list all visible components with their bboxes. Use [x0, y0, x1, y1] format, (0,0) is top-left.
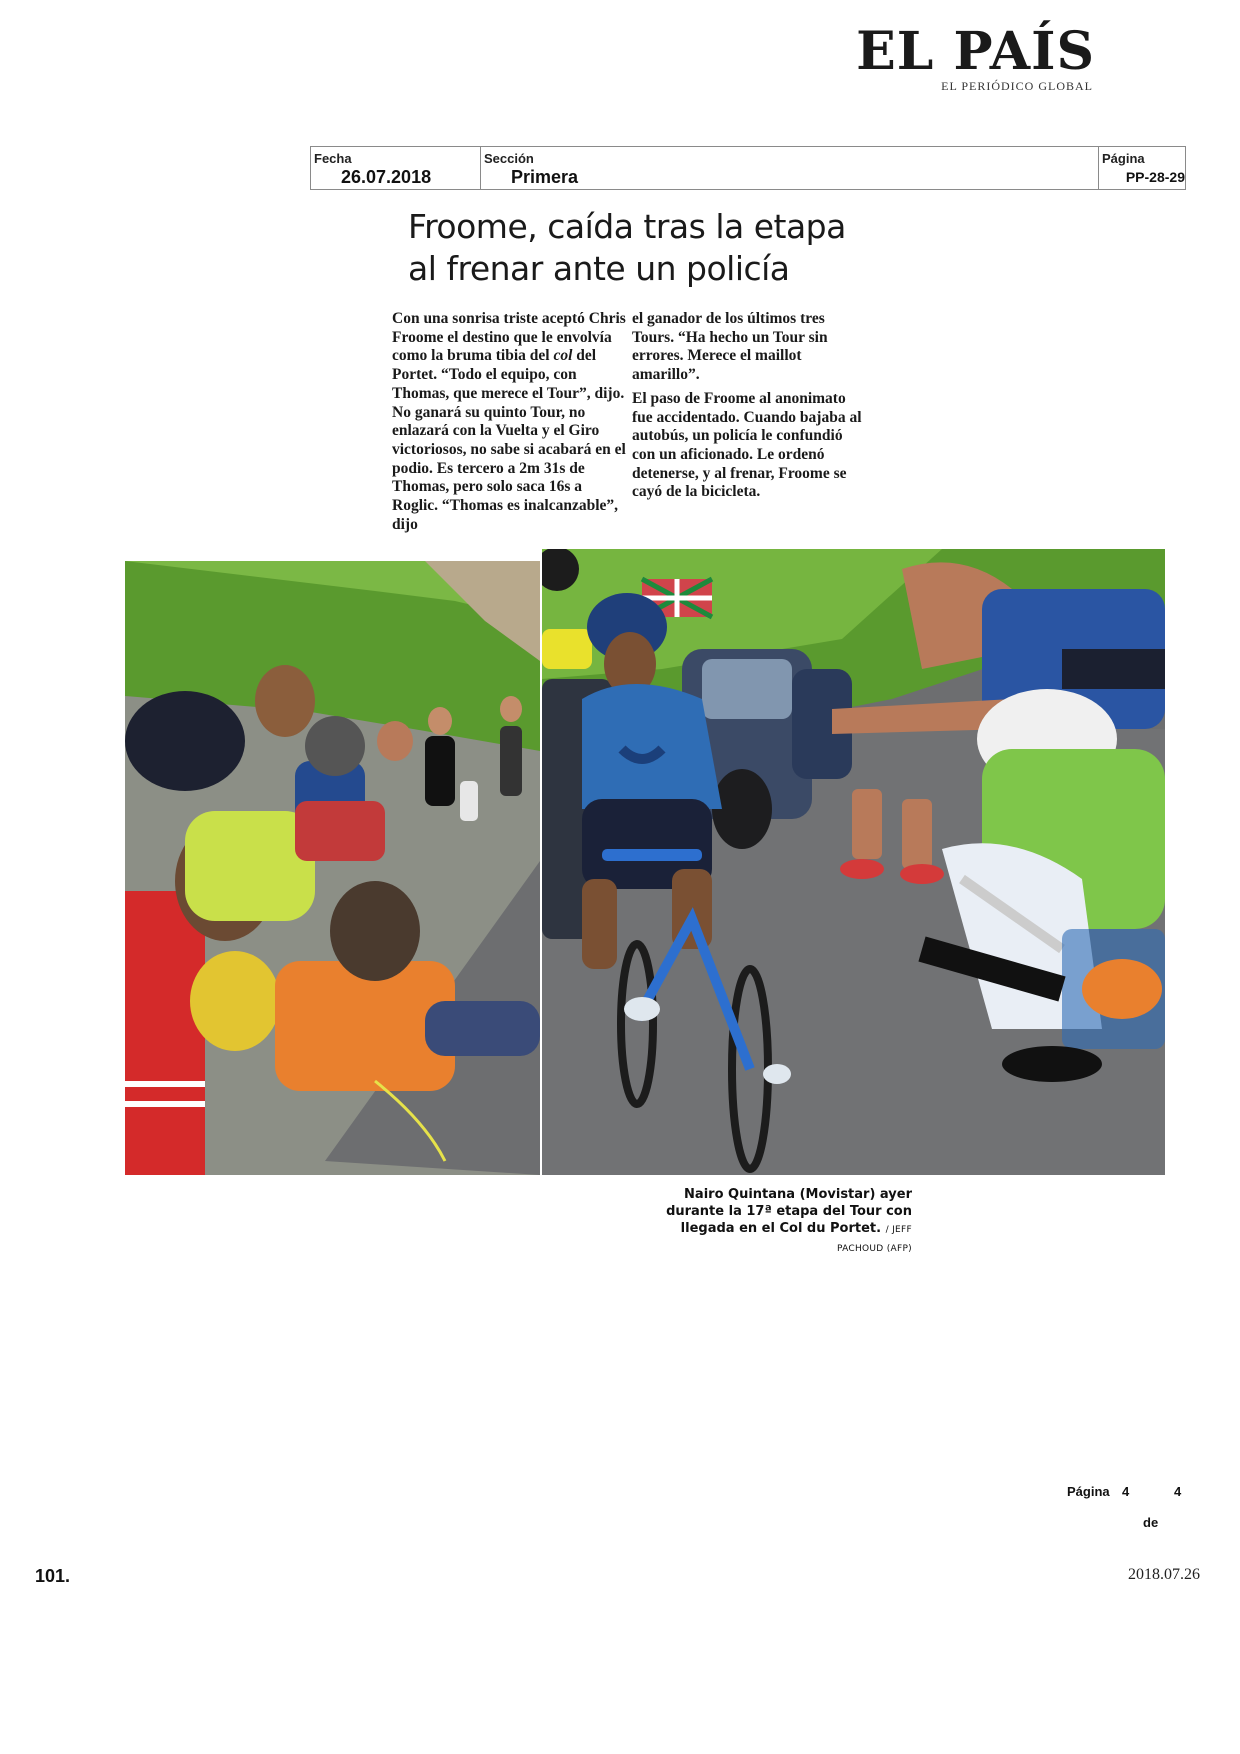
footer-date: 2018.07.26: [1128, 1566, 1200, 1583]
column-2-paragraph-1: el ganador de los últimos tres Tours. “Ha hecho un Tour sin errores. Merece el maillot amarillo”.: [632, 310, 828, 384]
spectators-photo: [125, 561, 540, 1175]
clipping-info-bar: [310, 146, 1186, 190]
el-pais-logo: EL PAÍS: [856, 21, 1095, 82]
caption-text: Nairo Quintana (Movistar) ayer durante la 17ª etapa del Tour con llegada en el Col du Portet.: [666, 1187, 912, 1236]
fecha-value: 26.07.2018: [341, 167, 432, 187]
seccion-label: Sección: [484, 151, 534, 166]
seccion-cell: [481, 147, 1099, 189]
italic-col-word: col: [553, 347, 573, 365]
pagina-label: Página: [1102, 151, 1145, 166]
footer-de: de: [1143, 1515, 1159, 1530]
article-headline: [408, 206, 928, 290]
fecha-cell: [311, 147, 481, 189]
photo-caption: [660, 1186, 912, 1258]
seccion-value: Primera: [511, 167, 579, 187]
fecha-label: Fecha: [314, 151, 352, 166]
photo-credit: / JEFF PACHOUD (AFP): [836, 1225, 912, 1254]
footer-page-current: 4: [1122, 1484, 1130, 1499]
column-2-paragraph-2: El paso de Froome al anonimato fue accidentado. Cuando bajaba al autobús, un policía le confundió con un aficionado. Le ordenó detenerse, y al frenar, Froome se cayó de la bicicleta.: [632, 389, 862, 501]
footer-pagina-label: Página: [1067, 1484, 1110, 1499]
el-pais-tagline: EL PERIÓDICO GLOBAL: [941, 79, 1093, 93]
article-column-2: [632, 310, 867, 507]
article-column-1: [392, 310, 627, 539]
cyclist-photo: [542, 549, 1165, 1175]
pagina-cell: [1099, 147, 1185, 189]
headline-line-1: Froome, caída tras la etapa: [408, 207, 846, 246]
footer-code: 101.: [35, 1566, 71, 1586]
pagina-value: PP-28-29: [1125, 169, 1185, 185]
headline-line-2: al frenar ante un policía: [408, 249, 790, 288]
column-1-paragraph: Con una sonrisa triste aceptó Chris Froome el destino que le envolvía como la bruma tibia del col del Portet. “Todo el equipo, con Thomas, que merece el Tour”, dijo. No ganará su quinto Tour, no enlazará con la Vuelta y el Giro victoriosos, no sabe si acabará en el podio. Es tercero a 2m 31s de Thomas, pero solo saca 16s a Roglic. “Thomas es inalcanzable”, dijo: [392, 310, 626, 533]
footer-page-total: 4: [1174, 1484, 1182, 1499]
